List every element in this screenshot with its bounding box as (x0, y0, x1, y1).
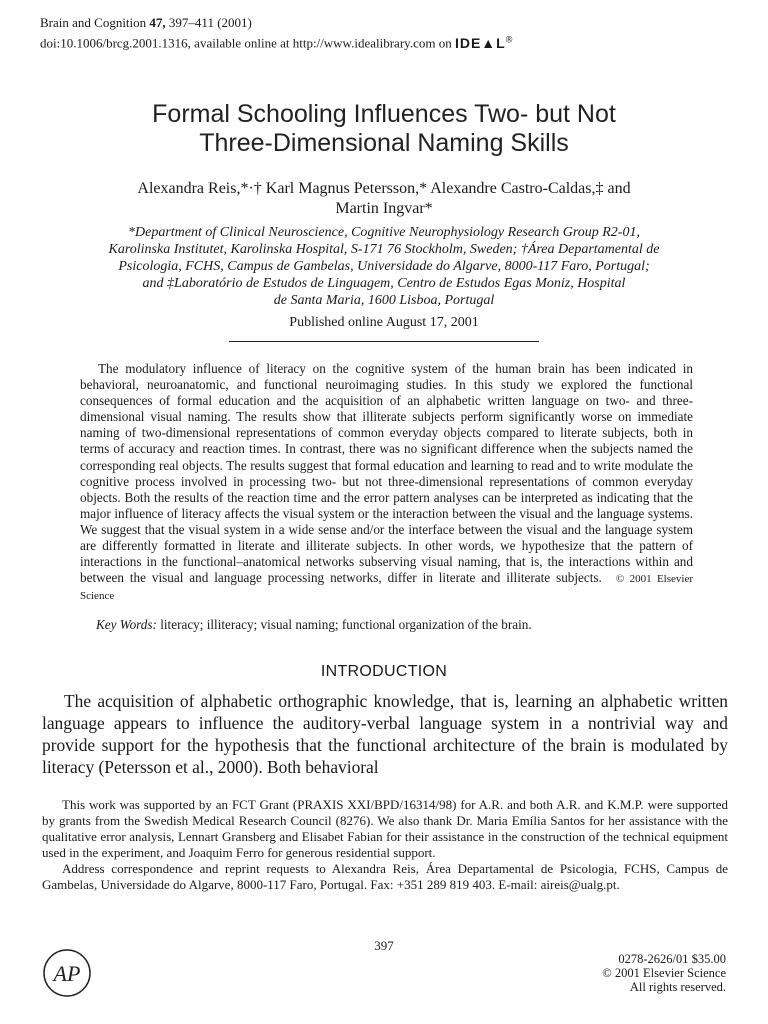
affiliations (40, 224, 728, 309)
page-number: 397 (374, 938, 394, 953)
footnote-address: Address correspondence and reprint requests to Alexandra Reis, Área Departamental de Psicologia, FCHS, Campus de Gambelas, Universidade do Algarve, 8000-117 Faro, Portugal. Fax: +351 289 819 403. E-mail: aireis@ualg.pt. (42, 861, 728, 892)
registered-mark: ® (505, 34, 514, 44)
journal-volume: 47, (149, 15, 166, 30)
doi-text: doi:10.1006/brcg.2001.1316, available online at http://www.idealibrary.com on (40, 35, 452, 51)
publisher-logo-text: AP (53, 961, 81, 986)
footnotes (42, 797, 728, 893)
authors-line-1: Alexandra Reis,*·† Karl Magnus Petersson,* Alexandre Castro-Caldas,‡ and (137, 180, 631, 197)
author-list (40, 179, 728, 219)
affiliation-line: and ‡Laboratório de Estudos de Linguagem, Centro de Estudos Egas Moniz, Hospital (142, 276, 626, 291)
keywords-label: Key Words: (96, 617, 157, 632)
authors-line-2: Martin Ingvar* (335, 200, 433, 217)
abstract-text: The modulatory influence of literacy on the cognitive system of the human brain has been indicated in behavioral, neuroanatomic, and functional neuroimaging studies. In this study we explored the functional consequences of formal education and the acquisition of an alphabetic written language on two- and three-dimensional visual naming. The results show that illiterate subjects perform significantly worse on immediate naming of two-dimensional representations of common everyday objects compared to literate subjects, both in terms of accuracy and reaction times. In contrast, there was no significant difference when the subjects named the corresponding real objects. The results suggest that formal education and learning to read and to write modulate the cognitive process involved in processing two- but not three-dimensional representations of common everyday objects. Both the results of the reaction time and the error pattern analyses can be interpreted as indicating that the major influence of literacy affects the visual system or the interaction between the visual and the language systems. We suggest that the visual system in a wide sense and/or the interface between the visual and the language system are differently formatted in literate and illiterate subjects. In other words, we hypothesize that the pattern of interactions in the functional–anatomical networks subserving visual naming, that is, the interactions within and between the visual and language processing networks, differ in literate and illiterate subjects. (80, 361, 693, 586)
journal-name: Brain and Cognition (40, 15, 147, 30)
issn-block (602, 952, 726, 994)
divider-rule (229, 341, 539, 342)
ideal-logo: IDE▲L® (454, 34, 514, 51)
publisher-logo-icon (42, 948, 92, 998)
affiliation-line: de Santa Maria, 1600 Lisboa, Portugal (273, 293, 495, 308)
issn-rights: All rights reserved. (629, 980, 726, 994)
affiliation-line: Psicologia, FCHS, Campus de Gambelas, Universidade do Algarve, 8000-117 Faro, Portugal; (118, 259, 650, 274)
affiliation-line: Karolinska Institutet, Karolinska Hospital, S-171 76 Stockholm, Sweden; †Área Departamental de (108, 242, 660, 257)
section-heading-introduction: INTRODUCTION (320, 663, 448, 680)
article-title (40, 100, 728, 158)
introduction-paragraph: The acquisition of alphabetic orthographic knowledge, that is, learning an alphabetic written language appears to influence the auditory-verbal language system in a nontrivial way and provide support for the hypothesis that the functional architecture of the brain is modulated by literacy (Petersson et al., 2000). Both behavioral (42, 691, 728, 777)
keywords-text: literacy; illiteracy; visual naming; functional organization of the brain. (160, 617, 532, 632)
published-date: Published online August 17, 2001 (289, 315, 479, 330)
journal-pages-year: 397–411 (2001) (168, 15, 252, 30)
doi-line (40, 31, 513, 52)
keywords (96, 617, 696, 633)
title-line-1: Formal Schooling Influences Two- but Not (152, 100, 616, 128)
journal-header (40, 14, 513, 52)
abstract (80, 361, 693, 604)
journal-citation (40, 14, 513, 31)
footnote-funding: This work was supported by an FCT Grant (PRAXIS XXI/BPD/16314/98) for A.R. and both A.R. and K.M.P. were supported by grants from the Swedish Medical Research Council (8276). We also thank Dr. Maria Emília Santos for her assistance with the qualitative error analysis, Lennart Gransberg and Elisabet Fabian for their assistance in the construction of the technical equipment used in the experiment, and Joaquim Ferro for generous residential support. (42, 797, 728, 860)
issn-price: 0278-2626/01 $35.00 (618, 952, 726, 966)
title-line-2: Three-Dimensional Naming Skills (199, 129, 569, 157)
issn-copyright: © 2001 Elsevier Science (602, 966, 726, 980)
abstract-copyright: © 2001 Elsevier Science (80, 573, 693, 603)
affiliation-line: *Department of Clinical Neuroscience, Cognitive Neurophysiology Research Group R2-01, (128, 225, 640, 240)
